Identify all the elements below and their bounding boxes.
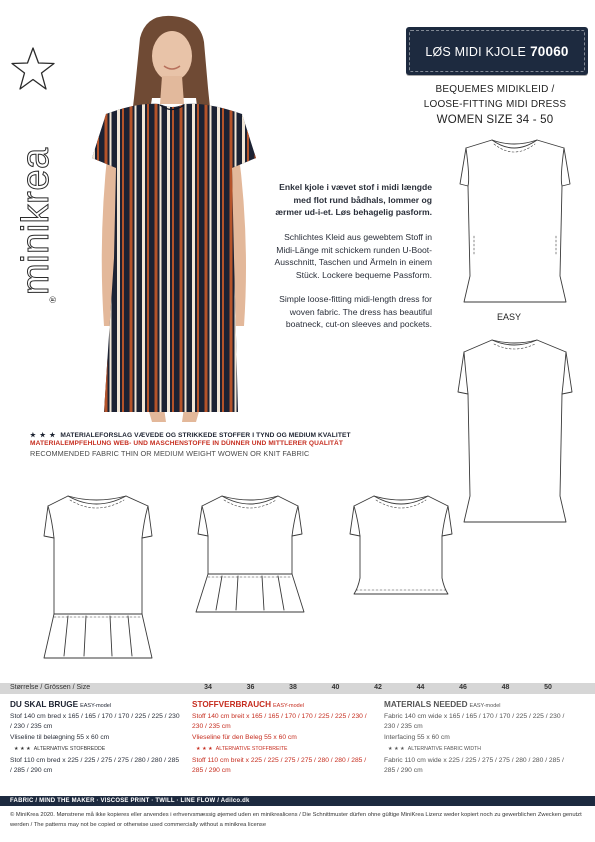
alt-label: ALTERNATIVE STOFFBREITE: [215, 746, 288, 752]
alt-label: ALTERNATIVE FABRIC WIDTH: [407, 746, 482, 752]
size-42: 42: [374, 684, 382, 691]
pattern-number: 70060: [530, 43, 569, 59]
pattern-title: [425, 44, 568, 59]
column-title-da: [10, 700, 111, 709]
variant-drop-waist-sketch: [38, 490, 158, 665]
alt-stars: ★ ★ ★: [14, 746, 31, 752]
alt-label: ALTERNATIVE STOFBREDDE: [33, 746, 106, 752]
size-34: 34: [204, 684, 212, 691]
subtitle-en: LOOSE-FITTING MIDI DRESS: [423, 99, 567, 110]
copyright-text: © MiniKrea 2020. Mønstrene må ikke kopieres eller anvendes i erhvervsmæssig øjemed uden en minikrealicens / Die Schnittmuster dürfen ohne gültige MiniKrea Lizenz weder kopiert noch zu gewerblichen Zwecken genutzt werden / The patterns may not be copied or otherwise used commercially without a minikrea license: [10, 812, 582, 828]
description-da: Enkel kjole i vævet stof i midi længde med flot rund bådhals, lommer og ærmer ud-i-et. Løs behagelig pasform.: [275, 182, 432, 217]
column-de-alt: [196, 746, 288, 752]
column-en-fabric110: Fabric 110 cm wide x 225 / 225 / 275 / 275 / 280 / 280 / 285 / 285 / 290 cm: [384, 757, 564, 775]
column-en-fabric140: Fabric 140 cm wide x 165 / 165 / 170 / 170 / 225 / 225 / 230 / 230 / 235 cm: [384, 713, 565, 731]
dress-front-sketch: [452, 136, 577, 306]
rating-stars: ★ ★ ★: [30, 432, 57, 439]
brand-name: minikrea: [15, 147, 57, 295]
column-da-interfacing: Vliseline til belægning 55 x 60 cm: [10, 734, 110, 741]
column-title-en-text: MATERIALS NEEDED: [384, 700, 468, 709]
alt-stars: ★ ★ ★: [388, 746, 405, 752]
column-en-alt: [388, 746, 481, 752]
column-de-fabric140: Stoff 140 cm breit x 165 / 165 / 170 / 170 / 225 / 225 / 230 / 230 / 235 cm: [192, 713, 367, 731]
brand-logo: [6, 95, 64, 305]
dress-back-sketch: [452, 336, 577, 526]
variant-peplum-top-sketch: [194, 490, 306, 620]
fabric-rec-da-text: MATERIALEFORSLAG VÆVEDE OG STRIKKEDE STOFFER I TYND OG MEDIUM KVALITET: [60, 432, 351, 439]
size-36: 36: [246, 684, 255, 691]
size-38: 38: [289, 684, 297, 691]
size-40: 40: [331, 684, 340, 691]
easy-label: EASY: [497, 312, 522, 322]
column-tag-da: EASY-model: [80, 703, 112, 709]
model-photo: [68, 8, 278, 422]
size-label: Størrelse / Grössen / Size: [10, 684, 91, 691]
column-tag-de: EASY-model: [273, 703, 304, 709]
size-46: 46: [459, 684, 467, 691]
description-en: Simple loose-fitting midi-length dress for woven fabric. The dress has beautiful boatneck, cut-on sleeves and pockets.: [279, 294, 432, 329]
size-range: WOMEN SIZE 34 - 50: [436, 114, 554, 126]
size-44: 44: [416, 684, 425, 691]
size-48: 48: [501, 684, 510, 691]
column-tag-en: EASY-model: [469, 703, 501, 709]
column-da-fabric140: Stof 140 cm bred x 165 / 165 / 170 / 170 / 225 / 225 / 230 / 230 / 235 cm: [10, 713, 180, 731]
column-da-alt: [14, 746, 105, 752]
column-en-interfacing: Interfacing 55 x 60 cm: [384, 734, 450, 741]
subtitle-de: BEQUEMES MIDIKLEID /: [435, 84, 555, 95]
column-title-de: [192, 700, 304, 709]
column-da-fabric110: Stof 110 cm bred x 225 / 225 / 275 / 275 / 280 / 280 / 285 / 285 / 290 cm: [10, 757, 180, 775]
description-de: Schlichtes Kleid aus gewebtem Stoff in Midi-Länge mit schickem runden U-Boot-Ausschnitt, Taschen und Ärmeln in einem Stück. Lockere bequeme Passform.: [274, 232, 432, 280]
column-title-en: [384, 700, 501, 709]
pattern-name: LØS MIDI KJOLE: [425, 44, 527, 59]
pattern-title-badge: [406, 27, 588, 75]
column-title-da-text: DU SKAL BRUGE: [10, 700, 79, 709]
fabric-recommendation-de: MATERIALEMPFEHLUNG WEB- UND MASCHENSTOFFE IN DÜNNER UND MITTLERER QUALITÄT: [30, 440, 344, 447]
fabric-recommendation-da: [30, 431, 351, 439]
variant-top-sketch: [348, 490, 454, 598]
registered-mark: ®: [48, 296, 58, 303]
size-50: 50: [544, 684, 552, 691]
column-de-interfacing: Vlieseline für den Beleg 55 x 60 cm: [192, 734, 297, 741]
column-de-fabric110: Stoff 110 cm breit x 225 / 225 / 275 / 275 / 280 / 280 / 285 / 285 / 290 cm: [192, 757, 367, 775]
fabric-recommendation-en: RECOMMENDED FABRIC THIN OR MEDIUM WEIGHT WOWEN OR KNIT FABRIC: [30, 449, 310, 458]
column-title-de-text: STOFFVERBRAUCH: [192, 700, 271, 709]
footer-bar: FABRIC / MIND THE MAKER · VISCOSE PRINT · TWILL · LINE FLOW / Adilco.dk: [0, 796, 595, 806]
alt-stars: ★ ★ ★: [196, 746, 213, 752]
star-outline-icon: [8, 44, 58, 94]
